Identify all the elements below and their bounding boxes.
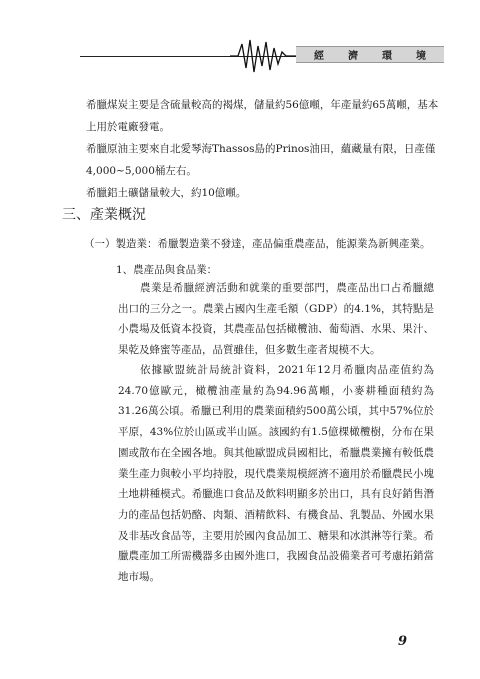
tab-char-4: 境 [416,51,426,62]
page-number: 9 [398,634,408,649]
tab-char-1: 經 [314,51,324,62]
tab-char-2: 濟 [348,51,358,62]
paragraph-crude-oil: 希臘原油主要來自北愛琴海Thassos島的Prinos油田，蘊藏量有限，日產僅4,000~5,000桶左右。 [86,143,436,177]
chapter-tab [296,46,444,63]
subsection-agri-food: 1、農產品與食品業： [116,264,218,276]
paragraph-bauxite: 希臘鋁土礦儲量較大，約10億噸。 [86,187,247,199]
section-title: 三、產業概況 [62,207,146,223]
body-paragraph-agriculture: 農業是希臘經濟活動和就業的重要部門，農產品出口占希臘總出口的三分之一。農業占國內生產毛額（GDP）的4.1%，其特點是小農場及低資本投資，其農產品包括橄欖油、葡萄酒、水果、果汁、果乾及蜂蜜等產品，品質雖佳，但多數生產者規模不大。 [118,282,434,357]
subsection-manufacturing: （一）製造業：希臘製造業不發達，產品偏重農產品，能源業為新興產業。 [84,238,431,250]
paragraph-coal: 希臘煤炭主要是含硫量較高的褐煤，儲量約56億噸，年產量約65萬噸，基本上用於電廠發電。 [86,99,439,133]
body-paragraph-eurostat: 依據歐盟統計局統計資料，2021年12月希臘肉品產值約為24.70億歐元，橄欖油產量約為94.96萬噸，小麥耕種面積約為31.26萬公頃。希臘已利用的農業面積約500萬公頃，其中57%位於平原，43%位於山區或半山區。該國約有1.5億棵橄欖樹，分布在果園或散布在全國各地。與其他歐盟成員國相比，希臘農業擁有較低農業生產力與較小平均持股，現代農業規模經濟不適用於希臘農民小塊土地耕種模式。希臘進口食品及飲料明顯多於出口，具有良好銷售潛力的產品包括奶酪、肉類、酒精飲料、有機食品、乳製品、外國水果及非基改食品等，主要用於國內食品加工、糖果和冰淇淋等行業。希臘農產加工所需機器多由國外進口，我國食品設備業者可考慮拓銷當地市場。 [118,364,434,584]
waveform-ornament [230,38,300,74]
page-header [0,0,480,80]
tab-char-3: 環 [382,51,392,62]
